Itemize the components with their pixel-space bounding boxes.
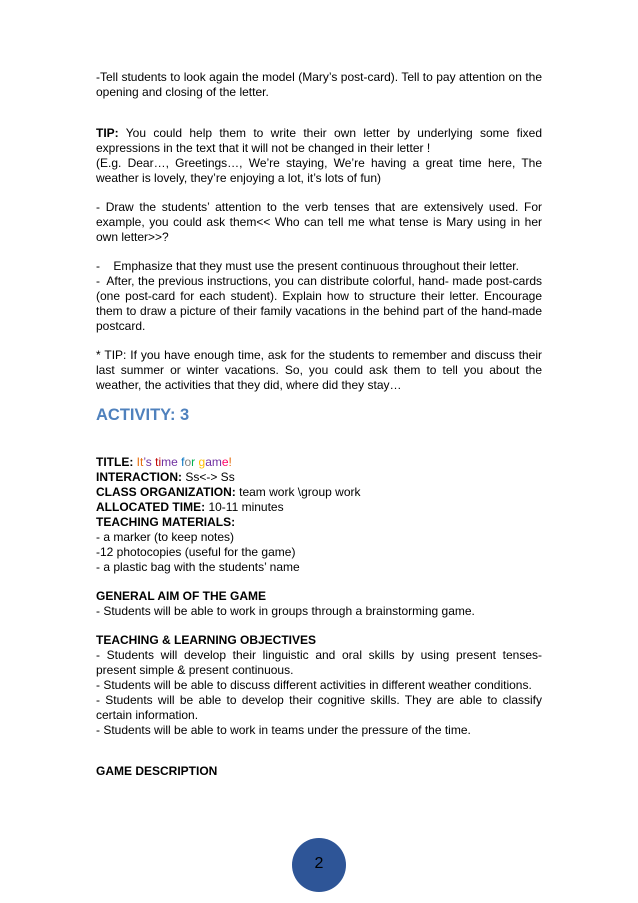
title-label: TITLE: — [96, 455, 134, 469]
title-part: It — [136, 455, 144, 469]
title-part: ! — [228, 455, 232, 469]
title-part: r — [191, 455, 196, 469]
title-part: f — [177, 455, 185, 469]
class-org-value: team work \group work — [235, 485, 361, 499]
tip-example: (E.g. Dear…, Greetings…, We’re staying, We’re having a great time here, The weather is lovely, they’re enjoying a lot, it’s lots of fun) — [96, 156, 542, 185]
aim-text: - Students will be able to work in groups through a brainstorming game. — [96, 604, 475, 618]
list-item: - a plastic bag with the students’ name — [96, 560, 300, 574]
objectives-heading: TEACHING & LEARNING OBJECTIVES — [96, 633, 317, 647]
list-item: - Students will be able to develop their cognitive skills. They are able to classify certain information. — [96, 693, 542, 722]
game-description-heading: GAME DESCRIPTION — [96, 764, 218, 778]
tip2-paragraph: * TIP: If you have enough time, ask for the students to remember and discuss their last summer or winter vacations. So, you could ask them to tell you about the weather, the activities that they did, where did they stay… — [96, 348, 542, 392]
title-part: e — [221, 455, 229, 469]
list-item: - Students will be able to work in teams under the pressure of the time. — [96, 723, 471, 737]
intro-paragraph: -Tell students to look again the model (Mary’s post-card). Tell to pay attention on the opening and closing of the letter. — [96, 70, 542, 99]
emphasize-paragraph: - Emphasize that they must use the present continuous throughout their letter. — [96, 259, 519, 273]
title-part: ’s — [143, 455, 152, 469]
activity-heading: ACTIVITY: 3 — [96, 406, 190, 424]
materials-heading: TEACHING MATERIALS: — [96, 515, 236, 529]
allocated-line — [96, 500, 542, 515]
draw-attention-paragraph: - Draw the students’ attention to the verb tenses that are extensively used. For example, you could ask them<< Who can tell me what tense is Mary using in her own letter>>? — [96, 200, 542, 244]
class-org-label: CLASS ORGANIZATION: — [96, 485, 236, 499]
tip-text: You could help them to write their own letter by underlying some fixed expressions in the text that it will not be changed in their letter ! — [96, 126, 542, 155]
document-page — [96, 70, 546, 779]
list-item: -12 photocopies (useful for the game) — [96, 545, 296, 559]
interaction-label: INTERACTION: — [96, 470, 182, 484]
game-title — [96, 455, 542, 470]
aim-heading: GENERAL AIM OF THE GAME — [96, 589, 267, 603]
tip-paragraph — [96, 126, 542, 156]
list-item: - Students will develop their linguistic and oral skills by using present tenses-present simple & present continuous. — [96, 648, 542, 677]
allocated-value: 10-11 minutes — [205, 500, 284, 514]
title-part: ti — [151, 455, 162, 469]
list-item: - a marker (to keep notes) — [96, 530, 235, 544]
page-number-badge: 2 — [292, 838, 346, 892]
title-part: g — [195, 455, 206, 469]
list-item: - Students will be able to discuss different activities in different weather conditions. — [96, 678, 532, 692]
interaction-value: Ss<-> Ss — [182, 470, 235, 484]
title-part: o — [184, 455, 192, 469]
title-part: me — [161, 455, 178, 469]
class-org-line — [96, 485, 542, 500]
after-paragraph: - After, the previous instructions, you can distribute colorful, hand- made post-cards (one post-card for each student). Explain how to structure their letter. Encourage them to draw a picture of their family vacations in the behind part of the hand-made postcard. — [96, 274, 546, 333]
interaction-line — [96, 470, 542, 485]
tip-label: TIP: — [96, 126, 119, 140]
title-part: am — [205, 455, 222, 469]
allocated-label: ALLOCATED TIME: — [96, 500, 206, 514]
